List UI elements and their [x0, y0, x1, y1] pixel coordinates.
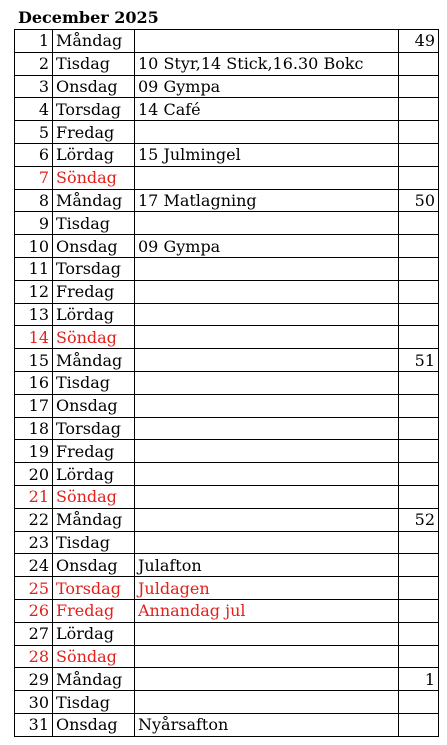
- event-cell: Nyårsafton: [135, 713, 399, 736]
- event-cell: [135, 121, 399, 144]
- day-number-cell: 15: [15, 349, 53, 372]
- weekday-cell: Fredag: [53, 280, 135, 303]
- day-number-cell: 4: [15, 98, 53, 121]
- week-number-cell: [399, 98, 439, 121]
- day-number-cell: 5: [15, 121, 53, 144]
- event-cell: [135, 440, 399, 463]
- weekday-cell: Lördag: [53, 463, 135, 486]
- calendar-row: [15, 691, 439, 714]
- calendar-row: [15, 280, 439, 303]
- weekday-cell: Tisdag: [53, 371, 135, 394]
- weekday-cell: Måndag: [53, 189, 135, 212]
- week-number-cell: [399, 713, 439, 736]
- weekday-cell: Måndag: [53, 508, 135, 531]
- day-number-cell: 8: [15, 189, 53, 212]
- week-number-cell: [399, 371, 439, 394]
- weekday-cell: Tisdag: [53, 212, 135, 235]
- calendar-row: [15, 303, 439, 326]
- event-cell: [135, 645, 399, 668]
- week-number-cell: [399, 485, 439, 508]
- calendar-row: [15, 121, 439, 144]
- weekday-cell: Söndag: [53, 485, 135, 508]
- day-number-cell: 10: [15, 235, 53, 258]
- weekday-cell: Lördag: [53, 303, 135, 326]
- event-cell: [135, 326, 399, 349]
- calendar-row: [15, 394, 439, 417]
- event-cell: [135, 622, 399, 645]
- calendar-row: [15, 143, 439, 166]
- event-cell: [135, 463, 399, 486]
- event-cell: 17 Matlagning: [135, 189, 399, 212]
- weekday-cell: Tisdag: [53, 52, 135, 75]
- calendar-row: [15, 485, 439, 508]
- calendar-row: [15, 531, 439, 554]
- week-number-cell: [399, 622, 439, 645]
- weekday-cell: Torsdag: [53, 577, 135, 600]
- weekday-cell: Torsdag: [53, 417, 135, 440]
- day-number-cell: 12: [15, 280, 53, 303]
- day-number-cell: 7: [15, 166, 53, 189]
- week-number-cell: [399, 577, 439, 600]
- day-number-cell: 30: [15, 691, 53, 714]
- calendar-row: [15, 554, 439, 577]
- event-cell: [135, 531, 399, 554]
- calendar-row: [15, 212, 439, 235]
- week-number-cell: 49: [399, 30, 439, 53]
- week-number-cell: [399, 394, 439, 417]
- week-number-cell: 52: [399, 508, 439, 531]
- calendar-row: [15, 166, 439, 189]
- event-cell: [135, 303, 399, 326]
- day-number-cell: 2: [15, 52, 53, 75]
- weekday-cell: Söndag: [53, 326, 135, 349]
- day-number-cell: 11: [15, 257, 53, 280]
- day-number-cell: 25: [15, 577, 53, 600]
- weekday-cell: Söndag: [53, 645, 135, 668]
- weekday-cell: Onsdag: [53, 554, 135, 577]
- event-cell: [135, 668, 399, 691]
- calendar-row: [15, 713, 439, 736]
- week-number-cell: [399, 531, 439, 554]
- calendar-row: [15, 189, 439, 212]
- week-number-cell: [399, 645, 439, 668]
- event-cell: [135, 485, 399, 508]
- week-number-cell: [399, 280, 439, 303]
- weekday-cell: Onsdag: [53, 235, 135, 258]
- calendar-table: [14, 29, 439, 737]
- weekday-cell: Måndag: [53, 30, 135, 53]
- weekday-cell: Torsdag: [53, 98, 135, 121]
- weekday-cell: Onsdag: [53, 394, 135, 417]
- day-number-cell: 3: [15, 75, 53, 98]
- week-number-cell: [399, 235, 439, 258]
- event-cell: [135, 371, 399, 394]
- event-cell: [135, 166, 399, 189]
- calendar-row: [15, 326, 439, 349]
- weekday-cell: Tisdag: [53, 531, 135, 554]
- event-cell: [135, 394, 399, 417]
- week-number-cell: [399, 303, 439, 326]
- event-cell: [135, 508, 399, 531]
- week-number-cell: [399, 326, 439, 349]
- calendar-row: [15, 235, 439, 258]
- week-number-cell: [399, 52, 439, 75]
- week-number-cell: [399, 121, 439, 144]
- day-number-cell: 26: [15, 599, 53, 622]
- calendar-row: [15, 371, 439, 394]
- day-number-cell: 20: [15, 463, 53, 486]
- week-number-cell: [399, 554, 439, 577]
- week-number-cell: [399, 75, 439, 98]
- weekday-cell: Onsdag: [53, 75, 135, 98]
- week-number-cell: 50: [399, 189, 439, 212]
- weekday-cell: Måndag: [53, 349, 135, 372]
- calendar-row: [15, 30, 439, 53]
- event-cell: Julafton: [135, 554, 399, 577]
- day-number-cell: 1: [15, 30, 53, 53]
- day-number-cell: 13: [15, 303, 53, 326]
- weekday-cell: Fredag: [53, 599, 135, 622]
- calendar-row: [15, 440, 439, 463]
- event-cell: 09 Gympa: [135, 235, 399, 258]
- event-cell: [135, 30, 399, 53]
- weekday-cell: Onsdag: [53, 713, 135, 736]
- week-number-cell: [399, 691, 439, 714]
- calendar-row: [15, 577, 439, 600]
- day-number-cell: 6: [15, 143, 53, 166]
- day-number-cell: 16: [15, 371, 53, 394]
- event-cell: [135, 257, 399, 280]
- calendar-row: [15, 349, 439, 372]
- weekday-cell: Söndag: [53, 166, 135, 189]
- week-number-cell: [399, 417, 439, 440]
- event-cell: 10 Styr,14 Stick,16.30 Bokc: [135, 52, 399, 75]
- day-number-cell: 23: [15, 531, 53, 554]
- event-cell: 09 Gympa: [135, 75, 399, 98]
- week-number-cell: [399, 143, 439, 166]
- calendar-row: [15, 98, 439, 121]
- week-number-cell: [399, 212, 439, 235]
- day-number-cell: 14: [15, 326, 53, 349]
- week-number-cell: [399, 440, 439, 463]
- calendar-body: [15, 30, 439, 737]
- event-cell: Annandag jul: [135, 599, 399, 622]
- calendar-row: [15, 599, 439, 622]
- day-number-cell: 24: [15, 554, 53, 577]
- week-number-cell: 1: [399, 668, 439, 691]
- day-number-cell: 22: [15, 508, 53, 531]
- calendar-title: December 2025: [18, 8, 159, 27]
- calendar-row: [15, 668, 439, 691]
- weekday-cell: Lördag: [53, 622, 135, 645]
- day-number-cell: 18: [15, 417, 53, 440]
- weekday-cell: Tisdag: [53, 691, 135, 714]
- week-number-cell: 51: [399, 349, 439, 372]
- event-cell: [135, 417, 399, 440]
- day-number-cell: 9: [15, 212, 53, 235]
- day-number-cell: 17: [15, 394, 53, 417]
- weekday-cell: Lördag: [53, 143, 135, 166]
- calendar-row: [15, 257, 439, 280]
- calendar-row: [15, 463, 439, 486]
- week-number-cell: [399, 463, 439, 486]
- day-number-cell: 21: [15, 485, 53, 508]
- weekday-cell: Måndag: [53, 668, 135, 691]
- week-number-cell: [399, 599, 439, 622]
- event-cell: Juldagen: [135, 577, 399, 600]
- day-number-cell: 19: [15, 440, 53, 463]
- event-cell: [135, 691, 399, 714]
- calendar-row: [15, 417, 439, 440]
- event-cell: 14 Café: [135, 98, 399, 121]
- day-number-cell: 31: [15, 713, 53, 736]
- calendar-row: [15, 52, 439, 75]
- day-number-cell: 29: [15, 668, 53, 691]
- calendar-row: [15, 622, 439, 645]
- calendar-row: [15, 645, 439, 668]
- event-cell: [135, 212, 399, 235]
- weekday-cell: Fredag: [53, 121, 135, 144]
- event-cell: [135, 349, 399, 372]
- week-number-cell: [399, 257, 439, 280]
- weekday-cell: Fredag: [53, 440, 135, 463]
- event-cell: [135, 280, 399, 303]
- day-number-cell: 28: [15, 645, 53, 668]
- calendar-row: [15, 75, 439, 98]
- event-cell: 15 Julmingel: [135, 143, 399, 166]
- calendar-row: [15, 508, 439, 531]
- day-number-cell: 27: [15, 622, 53, 645]
- week-number-cell: [399, 166, 439, 189]
- weekday-cell: Torsdag: [53, 257, 135, 280]
